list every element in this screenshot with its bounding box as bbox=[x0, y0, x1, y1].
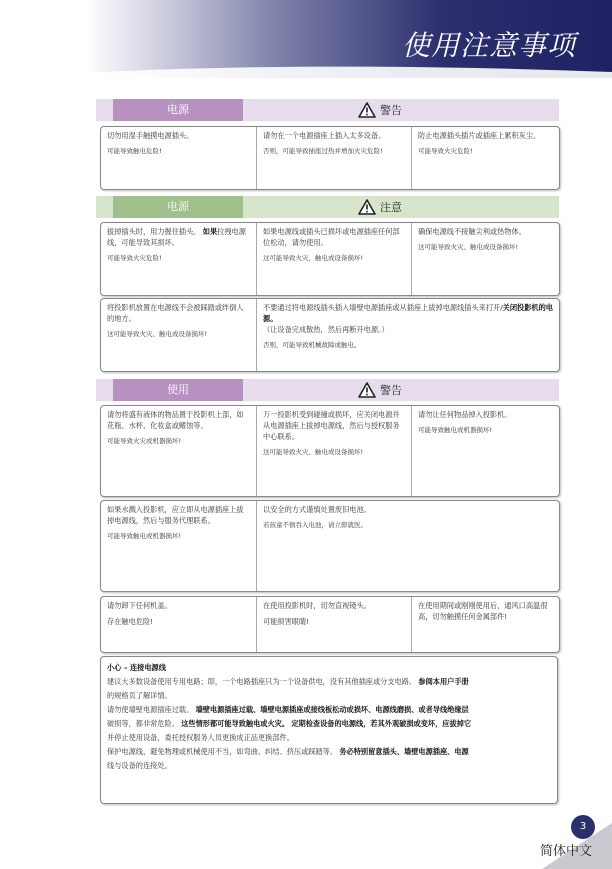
notice-cell bbox=[411, 597, 559, 652]
warning-text: 警告 bbox=[380, 104, 402, 117]
notice-consequence: 可能损害眼睛! bbox=[263, 617, 310, 626]
notice-text bbox=[107, 226, 250, 248]
notice-cell bbox=[411, 223, 559, 295]
notice-text: 防止电源插头插片或插座上累积灰尘。 bbox=[418, 131, 541, 140]
caution-text-bold: 参阅本用户手册 bbox=[418, 677, 469, 686]
caution-paragraph-3 bbox=[107, 745, 551, 773]
warning-text: 警告 bbox=[380, 384, 402, 397]
caution-text: 破损等，都非常危险。 bbox=[107, 719, 179, 728]
notice-cell bbox=[411, 406, 559, 496]
caution-heading bbox=[107, 661, 551, 675]
notice-box-1 bbox=[100, 126, 560, 190]
section-tab-power: 电源 bbox=[113, 99, 243, 121]
section-power-warning bbox=[96, 99, 559, 121]
notice-box-2 bbox=[100, 222, 560, 296]
caution-paragraph-1 bbox=[107, 675, 551, 703]
notice-cell-wide bbox=[256, 501, 559, 591]
notice-text: 万一投影机受到碰撞或损坏，应关闭电源并从电源插座上拔掉电源线，然后与授权服务中心联系。 bbox=[263, 410, 400, 441]
section-tab-power: 电源 bbox=[113, 196, 243, 218]
notice-text: 切勿用湿手触摸电源插头。 bbox=[107, 131, 194, 140]
notice-consequence: 否则，可能导致机械故障或触电。 bbox=[263, 341, 361, 349]
notice-box-5 bbox=[100, 500, 560, 592]
warning-triangle-icon bbox=[358, 102, 376, 118]
notice-consequence: 可能导致火灾危险! bbox=[418, 147, 473, 155]
notice-consequence: 可能导致触电或机器损坏! bbox=[418, 426, 493, 434]
page-number: 3 bbox=[571, 815, 595, 839]
notice-text-bold: 关闭投影机的电源。 bbox=[263, 303, 553, 323]
notice-cell-wide bbox=[256, 299, 559, 371]
caution-text: 保护电源线，避免物理或机械使用不当，如弯曲、纠结、挤压或踩踏等。 bbox=[107, 747, 338, 756]
notice-consequence: 可能导致火灾或机器损坏! bbox=[107, 437, 182, 445]
caution-paragraph-2 bbox=[107, 703, 551, 745]
notice-consequence: 这可能导致火灾、触电或设备损坏! bbox=[107, 330, 208, 338]
caution-text: 建议大多数设备使用专用电路；即，一个电路插座只为一个设备供电，没有其他插座或分支电路。 bbox=[107, 677, 417, 686]
notice-text: 确保电源线不接触尖利或热物体。 bbox=[418, 227, 526, 236]
notice-cell bbox=[101, 501, 256, 591]
notice-box-3 bbox=[100, 298, 560, 372]
caution-text: 请勿使墙壁电源插座过载。 bbox=[107, 705, 194, 714]
warning-label bbox=[358, 381, 402, 399]
caution-text: 的规格页了解详情。 bbox=[107, 691, 172, 700]
warning-triangle-icon bbox=[358, 382, 376, 398]
notice-text-part: 拔掉插头时，用力握住插头。 bbox=[107, 227, 201, 236]
notice-consequence: 存在触电危险! bbox=[107, 617, 154, 626]
notice-cell bbox=[256, 406, 411, 496]
notice-text: 请勿在一个电源插座上插入太多设备。 bbox=[263, 131, 386, 140]
caution-text-bold: 这些情形都可能导致触电或火灾。 bbox=[181, 719, 290, 728]
notice-consequence: 可能导致触电危险! bbox=[107, 147, 162, 155]
notice-text: 如果电源线或插头已损坏或电源插座任何部位松动，请勿使用。 bbox=[263, 227, 400, 247]
notice-cell bbox=[256, 223, 411, 295]
notice-text-bold: 如果 bbox=[202, 227, 218, 236]
notice-box-6 bbox=[100, 596, 560, 653]
notice-box-4 bbox=[100, 405, 560, 497]
notice-cell bbox=[101, 406, 256, 496]
notice-text: 以安全的方式谨慎处置废旧电池。 bbox=[263, 505, 371, 514]
notice-cell bbox=[256, 597, 411, 652]
page-header bbox=[0, 0, 612, 78]
section-use-warning bbox=[96, 379, 559, 401]
section-tab-use: 使用 bbox=[113, 379, 243, 401]
notice-cell bbox=[411, 127, 559, 189]
notice-cell bbox=[101, 223, 256, 295]
caution-label bbox=[358, 198, 402, 216]
notice-consequence: 否则，可能导致插座过热并增加火灾危险! bbox=[263, 147, 383, 155]
notice-text: 如果水溅入投影机，应立即从电源插座上拔掉电源线，然后与服务代理联系。 bbox=[107, 505, 244, 525]
notice-text-part: （让设备完成散热，然后再断开电源。） bbox=[263, 325, 389, 334]
caution-text-bold: 定期检查设备的电源线，若其外观破损或变坏，应拔掉它 bbox=[291, 719, 472, 728]
caution-text: 并停止使用设备，委托授权服务人员更换成正品更换部件。 bbox=[107, 733, 294, 742]
notice-consequence: 可能导致火灾危险! bbox=[107, 254, 162, 262]
notice-text-part: 拉拽电源线，可能导致其损坏。 bbox=[107, 227, 246, 247]
notice-text: 在使用期间或刚刚使用后，通风口高温很高，切勿触摸任何金属部件! bbox=[418, 601, 548, 621]
page-title: 使用注意事项 bbox=[401, 29, 576, 62]
notice-text: 请勿卸下任何机盖。 bbox=[107, 601, 172, 610]
header-swoosh bbox=[0, 62, 612, 78]
notice-consequence: 若孩童不慎吞入电池，请立即就医。 bbox=[263, 521, 367, 529]
section-power-caution bbox=[96, 196, 559, 218]
notice-text: 请勿让任何物品掉入投影机。 bbox=[418, 410, 512, 419]
notice-cell bbox=[256, 127, 411, 189]
notice-consequence: 这可能导致火灾、触电或设备损坏! bbox=[263, 448, 364, 456]
notice-cell bbox=[101, 597, 256, 652]
notice-consequence: 可能导致触电或机器损坏! bbox=[107, 532, 182, 540]
notice-cell bbox=[101, 299, 256, 371]
caution-heading-text: 小心 – 连接电源线 bbox=[107, 663, 166, 672]
notice-text: 在使用投影机时，切勿直视镜头。 bbox=[263, 601, 371, 610]
notice-text: 请勿将盛有液体的物品置于投影机上部，如花瓶、水杯、化妆盒或鳍蚀等。 bbox=[107, 410, 244, 430]
notice-text: 将投影机放置在电源线不会被踩踏或绊倒人的地方。 bbox=[107, 303, 244, 323]
caution-text-bold: 务必特别留意插头、墙壁电源插座、电源 bbox=[339, 747, 469, 756]
caution-text-bold: 墙壁电源插座过载、墙壁电源插座或接线板松动或损坏、电源线磨损、或者导线绝缘层 bbox=[195, 705, 469, 714]
warning-label bbox=[358, 101, 402, 119]
notice-cell bbox=[101, 127, 256, 189]
notice-text bbox=[263, 302, 553, 335]
caution-text: 线与设备的连接处。 bbox=[107, 761, 172, 770]
language-label: 简体中文 bbox=[540, 844, 593, 859]
notice-text-part: 不要通过将电源线插头插入墙壁电源插座或从插座上拔掉电源线插头来打开/ bbox=[263, 303, 503, 312]
caution-power-cord-box bbox=[100, 656, 558, 804]
warning-triangle-icon bbox=[358, 199, 376, 215]
notice-consequence: 这可能导致火灾、触电或设备损坏! bbox=[263, 254, 364, 262]
notice-consequence: 这可能导致火灾、触电或设备损坏! bbox=[418, 243, 519, 251]
caution-text: 注意 bbox=[380, 201, 402, 214]
